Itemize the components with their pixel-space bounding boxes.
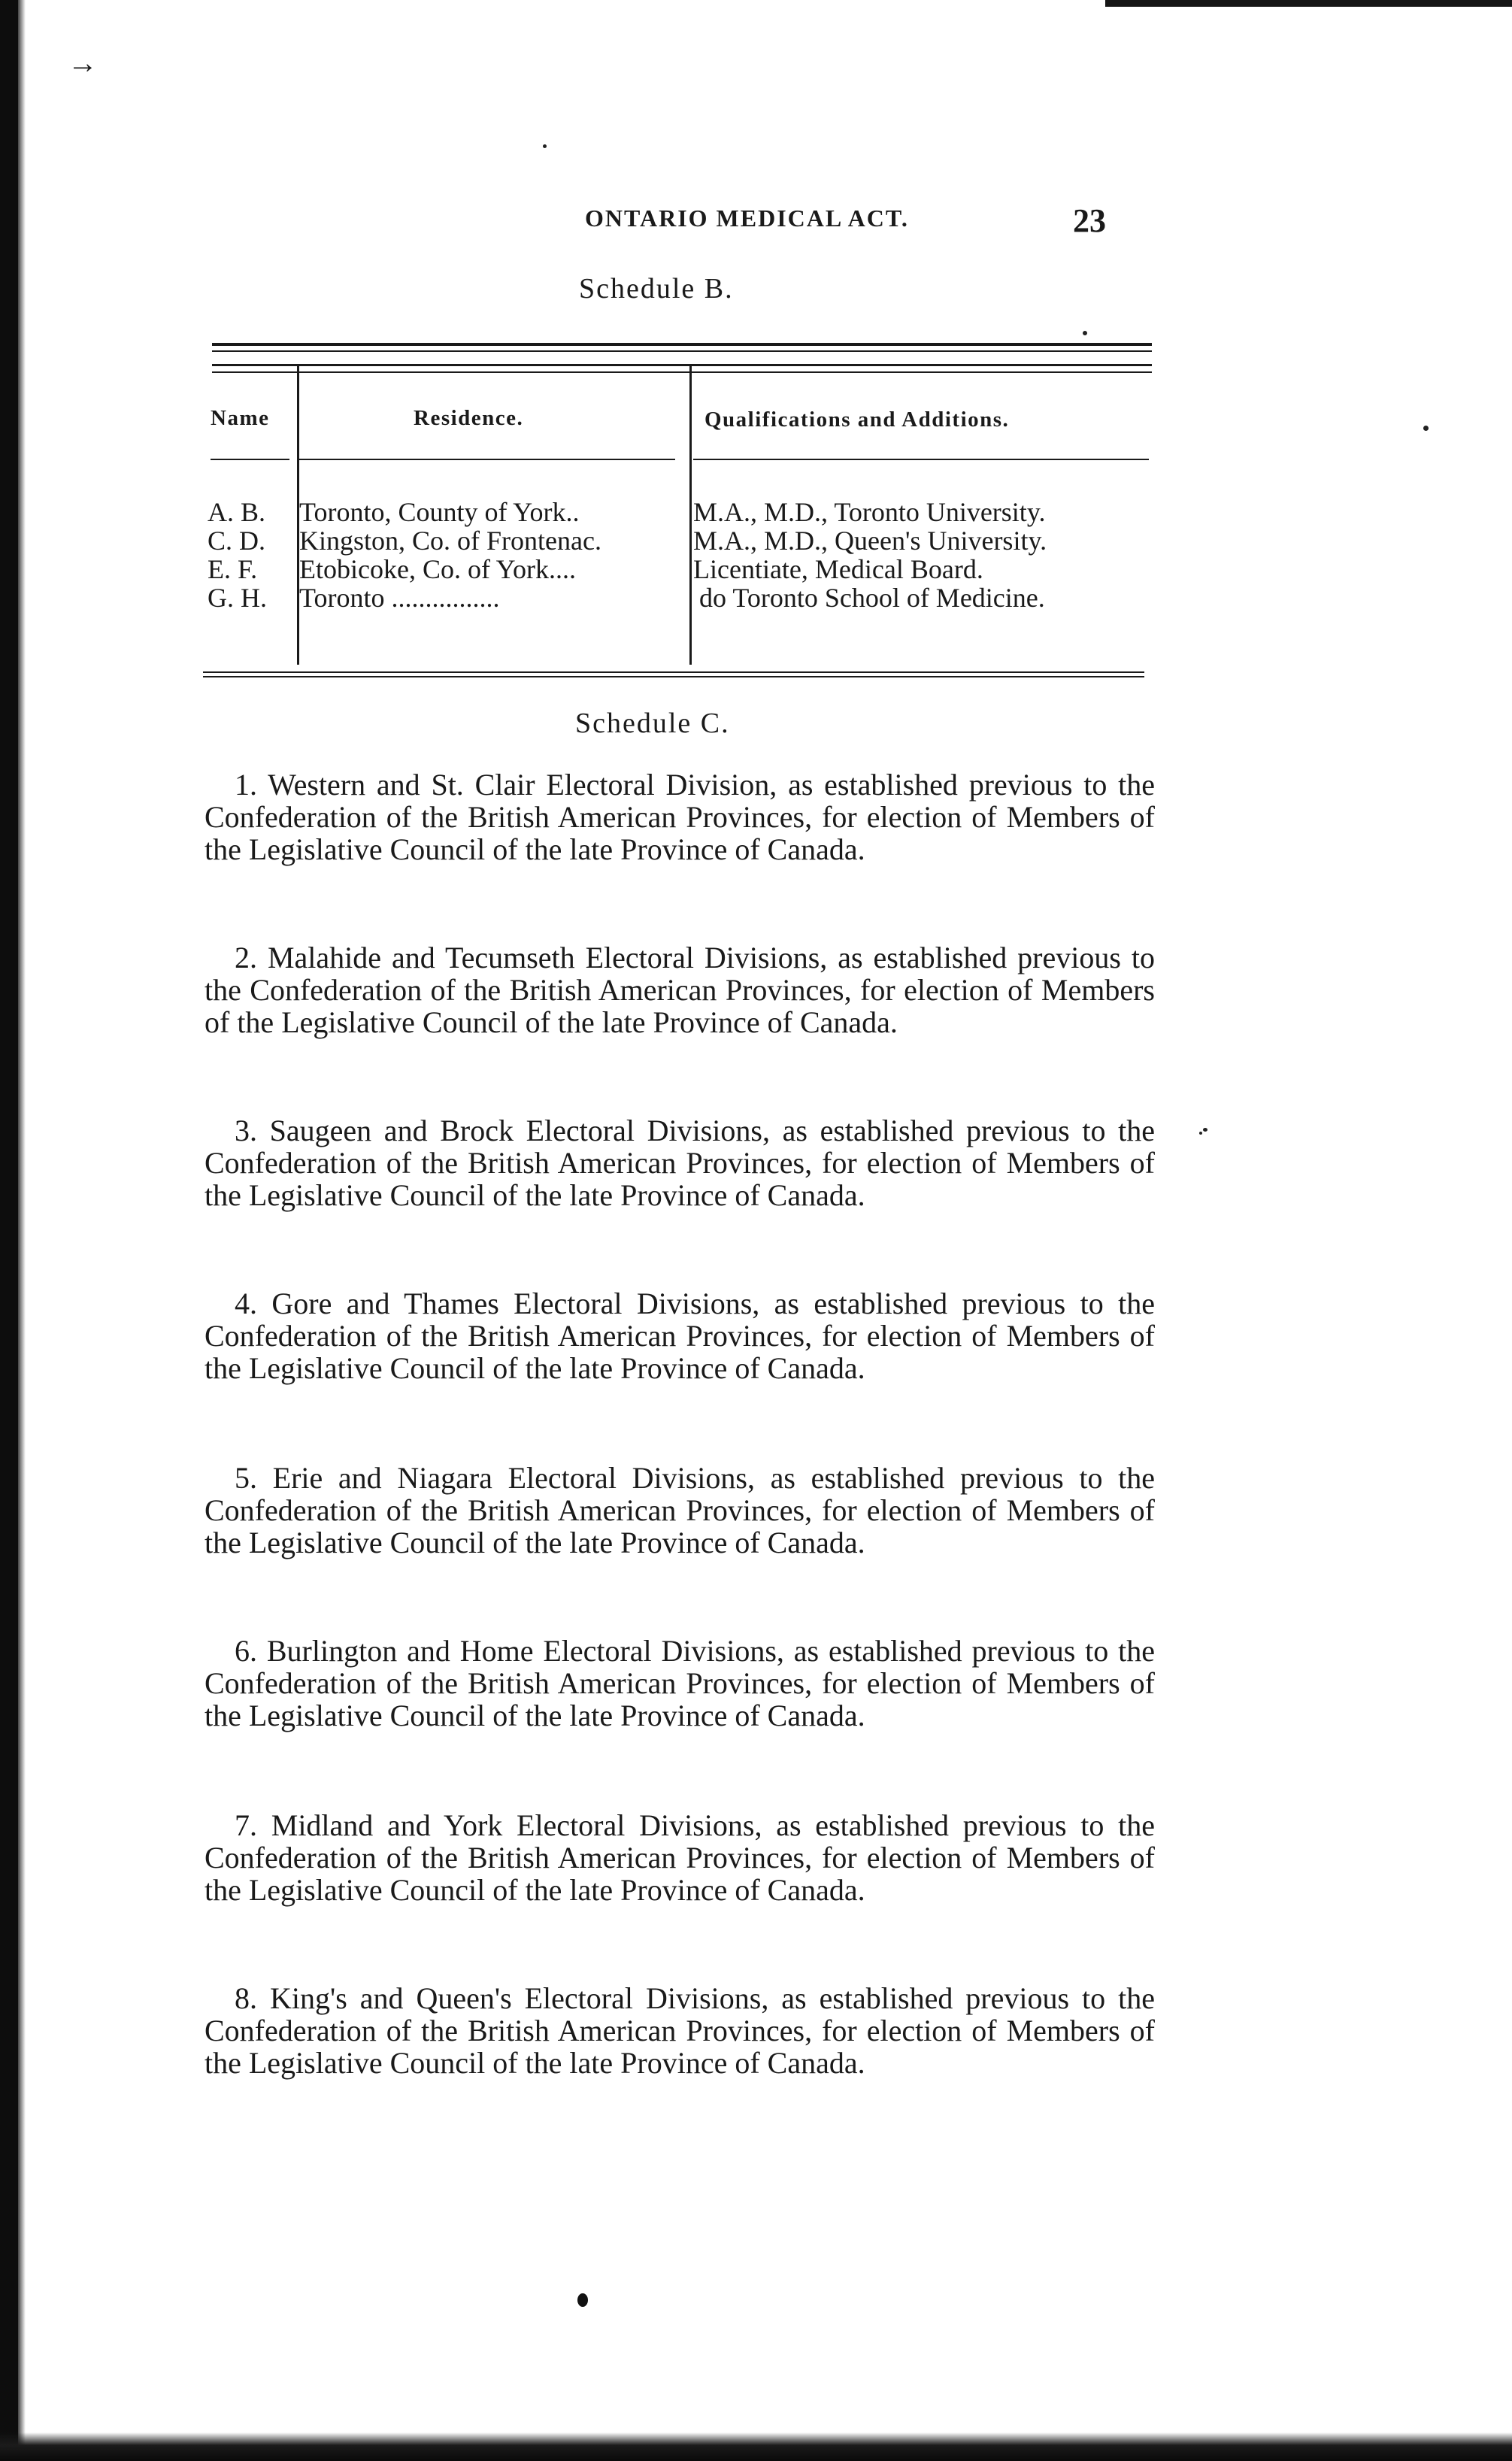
scan-speck	[1203, 1128, 1207, 1132]
table-bottom-rule	[203, 671, 1144, 673]
clause-number: 2.	[235, 941, 257, 974]
running-title: ONTARIO MEDICAL ACT.	[585, 205, 909, 232]
schedule-b-heading: Schedule B.	[579, 273, 734, 305]
table-cell-residence: Etobicoke, Co. of York....	[299, 554, 576, 584]
clause-text: Malahide and Tecumseth Electoral Divisions, as established previous to the Confederation of the British American Provinces, for election of Members of the Legislative Council of the late Province of Canada.	[205, 941, 1155, 1039]
table-cell-qualifications: do Toronto School of Medicine.	[699, 583, 1045, 613]
scan-speck	[543, 144, 547, 148]
table-cell-qualifications: M.A., M.D., Toronto University.	[693, 497, 1046, 527]
clause-text: Saugeen and Brock Electoral Divisions, as established previous to the Confederation of the British American Provinces, for election of Members of the Legislative Council of the late Province of Canada.	[205, 1114, 1155, 1212]
clause-number: 4.	[235, 1287, 257, 1320]
table-cell-residence: Toronto ................	[299, 583, 500, 613]
clause-number: 6.	[235, 1634, 257, 1668]
clause-text: Western and St. Clair Electoral Division, as established previous to the Confederation of the British American Provinces, for election of Members of the Legislative Council of the late Province of Canada.	[205, 768, 1155, 866]
header-underline-residence	[299, 459, 675, 460]
clause-number: 7.	[235, 1808, 257, 1842]
header-underline-name	[211, 459, 289, 460]
schedule-b-table	[208, 352, 1150, 675]
column-divider	[689, 364, 692, 665]
table-cell-name: C. D.	[208, 526, 266, 556]
clause-text: Erie and Niagara Electoral Divisions, as established previous to the Confederation of the British American Provinces, for election of Members of the Legislative Council of the late Province of Canada.	[205, 1461, 1155, 1559]
clause-number: 8.	[235, 1981, 257, 2015]
scan-edge-left	[0, 0, 18, 2461]
header-underline-qualifications	[693, 459, 1149, 460]
schedule-c-clause	[205, 1982, 1155, 2079]
clause-text: Burlington and Home Electoral Divisions, as established previous to the Confederation of the British American Provinces, for election of Members of the Legislative Council of the late Province of Canada.	[205, 1634, 1156, 1732]
bottom-bullet-mark	[577, 2293, 588, 2307]
schedule-c-clause	[205, 1462, 1155, 1559]
margin-arrow-icon: →	[68, 46, 98, 80]
clause-number: 1.	[235, 768, 257, 802]
clause-number: 3.	[235, 1114, 257, 1147]
table-cell-qualifications: Licentiate, Medical Board.	[693, 554, 983, 584]
table-cell-qualifications: M.A., M.D., Queen's University.	[693, 526, 1047, 556]
schedule-c-clause	[205, 768, 1155, 865]
schedule-c-clause	[205, 1114, 1155, 1211]
clause-text: Midland and York Electoral Divisions, as established previous to the Confederation of the British American Provinces, for election of Members of the Legislative Council of the late Province of Canada.	[205, 1808, 1155, 1907]
schedule-c-clause	[205, 941, 1155, 1038]
schedule-c-clause	[205, 1809, 1155, 1906]
scan-edge-shadow	[18, 0, 26, 2461]
clause-text: King's and Queen's Electoral Divisions, as established previous to the Confederation of the British American Provinces, for election of Members of the Legislative Council of the late Province of Canada.	[205, 1981, 1156, 2080]
table-cell-name: E. F.	[208, 554, 258, 584]
table-bottom-rule-2	[203, 676, 1144, 677]
table-cell-name: G. H.	[208, 583, 267, 613]
clause-number: 5.	[235, 1461, 257, 1495]
table-cell-residence: Toronto, County of York..	[299, 497, 580, 527]
scan-speck	[1423, 426, 1429, 431]
scan-edge-bottom	[0, 2432, 1512, 2461]
scan-speck	[1199, 1132, 1202, 1135]
table-cell-residence: Kingston, Co. of Frontenac.	[299, 526, 601, 556]
schedule-c-heading: Schedule C.	[575, 708, 730, 739]
schedule-c-clause	[205, 1287, 1155, 1384]
schedule-c-clause	[205, 1635, 1155, 1732]
table-cell-name: A. B.	[208, 497, 266, 527]
table-top-rule	[212, 343, 1152, 346]
page-number: 23	[1073, 202, 1106, 239]
column-header-qualifications: Qualifications and Additions.	[704, 408, 1010, 432]
scan-edge-top	[1105, 0, 1512, 7]
column-header-residence: Residence.	[414, 406, 524, 430]
column-header-name: Name	[211, 406, 270, 430]
clause-text: Gore and Thames Electoral Divisions, as established previous to the Confederation of the British American Provinces, for election of Members of the Legislative Council of the late Province of Canada.	[205, 1287, 1155, 1385]
scan-speck	[1083, 331, 1087, 335]
